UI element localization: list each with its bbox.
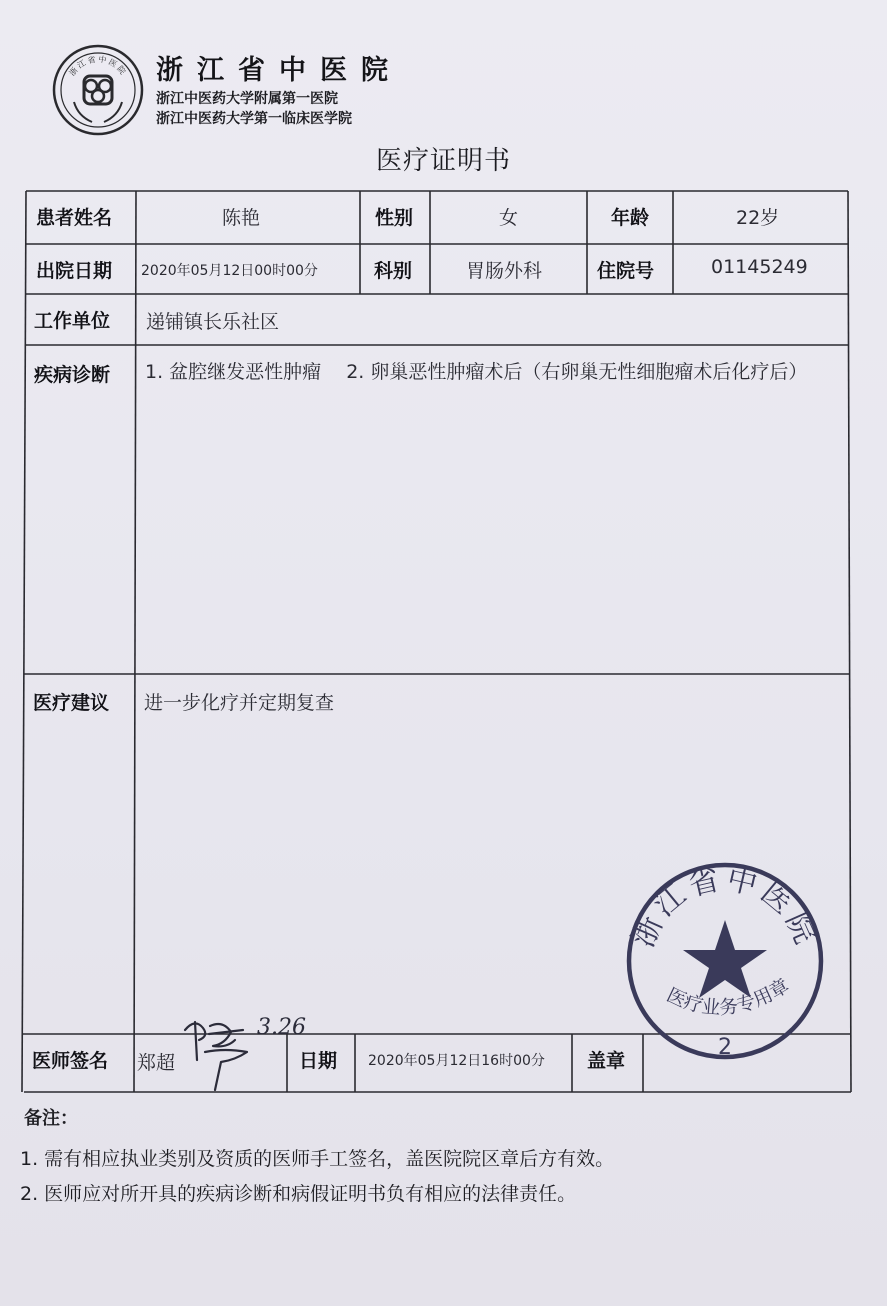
signature-handwritten-text: 3.26 xyxy=(257,1015,306,1040)
stamp-bottom-text: 医疗业务专用章 xyxy=(663,974,794,1020)
note-item-2: 2. 医师应对所开具的疾病诊断和病假证明书负有相应的法律责任。 xyxy=(20,1183,577,1205)
inpatient-no-value: 01145249 xyxy=(711,256,808,278)
hospital-subtitle-2: 浙江中医药大学第一临床医学院 xyxy=(156,111,352,127)
date-value: 2020年05月12日16时00分 xyxy=(368,1053,545,1069)
hospital-logo-icon xyxy=(52,44,144,136)
advice-label: 医疗建议 xyxy=(33,692,110,714)
note-item-1: 1. 需有相应执业类别及资质的医师手工签名，盖医院院区章后方有效。 xyxy=(20,1148,615,1170)
diagnosis-label: 疾病诊断 xyxy=(34,364,111,386)
stamp-top-text: 浙江省中医院 xyxy=(625,861,825,953)
gender-label: 性别 xyxy=(375,207,414,229)
discharge-date-label: 出院日期 xyxy=(36,260,113,282)
hospital-seal-stamp xyxy=(622,858,828,1064)
date-label: 日期 xyxy=(299,1050,338,1072)
age-value: 22岁 xyxy=(736,207,780,229)
department-label: 科别 xyxy=(374,260,413,282)
hospital-subtitle-1: 浙江中医药大学附属第一医院 xyxy=(156,91,338,107)
patient-name-label: 患者姓名 xyxy=(36,207,113,229)
hospital-name: 浙江省中医院 xyxy=(156,55,402,86)
diagnosis-value: 1. 盆腔继发恶性肿瘤 2. 卵巢恶性肿瘤术后（右卵巢无性细胞瘤术后化疗后） xyxy=(145,361,808,383)
document-title: 医疗证明书 xyxy=(375,146,511,176)
advice-value: 进一步化疗并定期复查 xyxy=(144,692,335,714)
doctor-signature-label: 医师签名 xyxy=(32,1050,109,1072)
doctor-name-value: 郑超 xyxy=(137,1052,176,1074)
notes-title: 备注： xyxy=(24,1108,78,1129)
age-label: 年龄 xyxy=(611,207,650,229)
patient-name-value: 陈艳 xyxy=(222,207,261,229)
seal-label: 盖章 xyxy=(587,1050,626,1072)
inpatient-no-label: 住院号 xyxy=(597,260,655,282)
department-value: 胃肠外科 xyxy=(466,260,543,282)
work-unit-value: 递铺镇长乐社区 xyxy=(146,311,280,333)
logo-text: 浙江省中医院 xyxy=(67,54,129,78)
gender-value: 女 xyxy=(499,207,519,229)
stamp-number: 2 xyxy=(718,1035,732,1060)
discharge-date-value: 2020年05月12日00时00分 xyxy=(141,263,318,279)
svg-text:浙江省中医院 xyxy=(67,54,129,78)
work-unit-label: 工作单位 xyxy=(34,310,111,332)
